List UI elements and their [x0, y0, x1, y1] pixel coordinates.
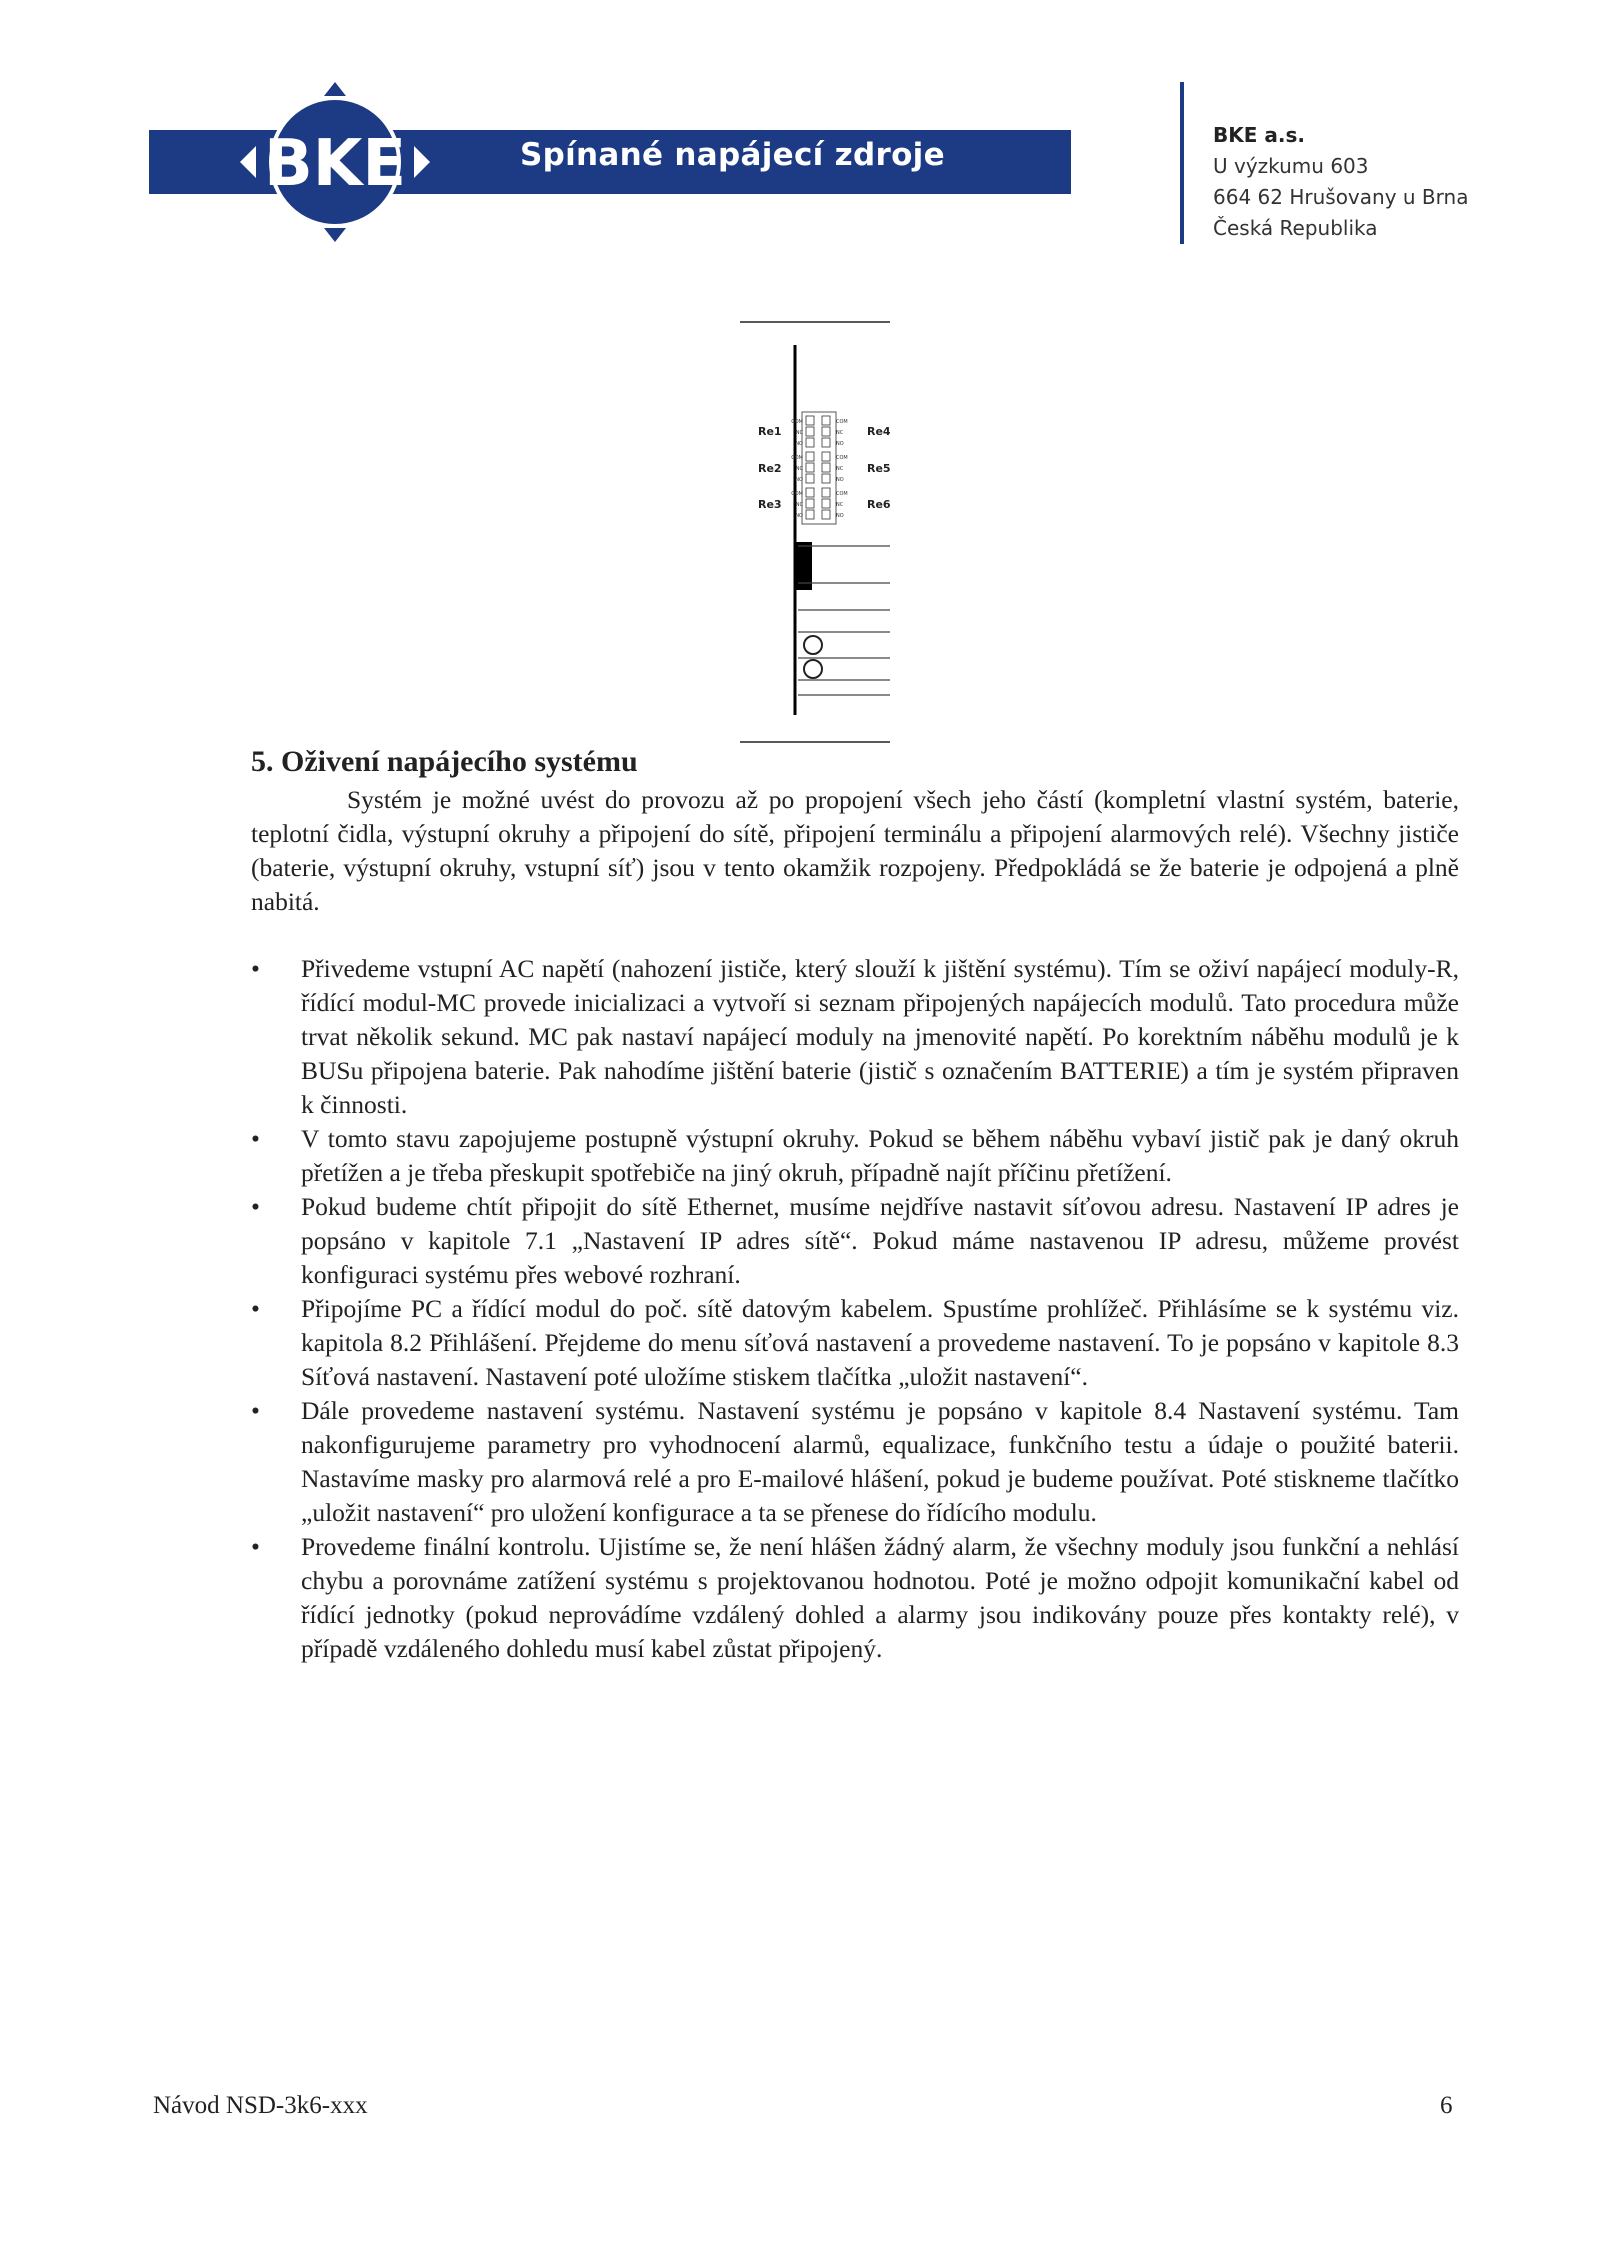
- relay-diagram: [730, 310, 900, 750]
- pin-label: NO: [836, 477, 844, 483]
- relay-label-re6: Re6: [867, 498, 891, 511]
- list-item: [251, 1122, 1459, 1190]
- relay-pin-group: [791, 416, 848, 519]
- relay-label-re3: Re3: [758, 498, 782, 511]
- bullet-icon: •: [251, 1124, 260, 1153]
- list-item: [251, 1292, 1459, 1394]
- header-divider: [1180, 82, 1184, 244]
- page-number: 6: [1440, 2092, 1453, 2119]
- pin-label: NO: [836, 441, 844, 447]
- relay-terminal: [822, 427, 830, 436]
- section-heading: 5. Oživení napájecího systému: [251, 745, 638, 778]
- pin-label: NC: [836, 466, 844, 472]
- relay-block: [802, 412, 836, 524]
- relay-terminal: [822, 416, 830, 425]
- list-item-text: Připojíme PC a řídící modul do poč. sítě datovým kabelem. Spustíme prohlížeč. Přihlásíme se k systému viz. kapitola 8.2 Přihlášení. Přejdeme do menu síťová nastavení a provedeme nastavení. To je popsáno v kapitole 8.3 Síťová nastavení. Nastavení poté uložíme stiskem tlačítka „uložit nastavení“.: [301, 1294, 1459, 1391]
- pin-label: NO: [836, 513, 844, 519]
- bullet-icon: •: [251, 1294, 260, 1323]
- relay-label-re1: Re1: [758, 425, 782, 438]
- company-name: BKE a.s.: [1213, 123, 1305, 147]
- relay-label-re2: Re2: [758, 462, 782, 475]
- list-item: [251, 1190, 1459, 1292]
- pin-label: COM: [836, 491, 848, 497]
- logo-top-triangle: [324, 82, 346, 96]
- pin-label: NO: [795, 513, 803, 519]
- section-intro: Systém je možné uvést do provozu až po propojení všech jeho částí (kompletní vlastní systém, baterie, teplotní čidla, výstupní okruhy a připojení do sítě, připojení terminálu a připojení alarmových relé). Všechny jističe (baterie, výstupní okruhy, vstupní síť) jsou v tento okamžik rozpojeny. Předpokládá se že baterie je odpojená a plně nabitá.: [251, 785, 1459, 916]
- relay-terminal: [822, 463, 830, 472]
- bullet-list: [251, 952, 1459, 1666]
- pin-label: COM: [791, 455, 803, 461]
- pin-label: NC: [836, 502, 844, 508]
- relay-terminal: [806, 438, 814, 447]
- address-line-2: 664 62 Hrušovany u Brna: [1213, 185, 1469, 209]
- pin-label: COM: [791, 419, 803, 425]
- relay-terminal: [806, 452, 814, 461]
- company-address: [1213, 120, 1468, 244]
- footer-doc-name: Návod NSD-3k6-xxx: [153, 2092, 368, 2119]
- pin-label: NC: [795, 502, 803, 508]
- pin-label: NO: [795, 477, 803, 483]
- logo-text: BKE: [263, 127, 407, 201]
- pin-label: COM: [836, 455, 848, 461]
- logo-left-arrow: [240, 146, 256, 178]
- list-item-text: V tomto stavu zapojujeme postupně výstupní okruhy. Pokud se během náběhu vybaví jistič pak je daný okruh přetížen a je třeba přeskupit spotřebiče na jiný okruh, případně najít příčinu přetížení.: [301, 1124, 1459, 1187]
- list-item-text: Dále provedeme nastavení systému. Nastavení systému je popsáno v kapitole 8.4 Nastavení systému. Tam nakonfigurujeme parametry pro vyhodnocení alarmů, equalizace, funkčního testu a údaje o použité baterii. Nastavíme masky pro alarmová relé a pro E-mailové hlášení, pokud je budeme používat. Poté stiskneme tlačítko „uložit nastavení“ pro uložení konfigurace a ta se přenese do řídícího modulu.: [301, 1396, 1459, 1527]
- logo-bottom-triangle: [324, 228, 346, 242]
- list-item-text: Přivedeme vstupní AC napětí (nahození jističe, který slouží k jištění systému). Tím se oživí napájecí moduly-R, řídící modul-MC provede inicializaci a vytvoří si seznam připojených napájecích modulů. Tato procedura může trvat několik sekund. MC pak nastaví napájecí moduly na jmenovité napětí. Po korektním náběhu modulů je k BUSu připojena baterie. Pak nahodíme jištění baterie (jistič s označením BATTERIE) a tím je systém připraven k činnosti.: [301, 954, 1459, 1119]
- bullet-icon: •: [251, 1396, 260, 1425]
- pin-label: NC: [836, 430, 844, 436]
- relay-terminal: [806, 416, 814, 425]
- relay-terminal: [822, 488, 830, 497]
- relay-terminal: [806, 488, 814, 497]
- relay-terminal: [806, 510, 814, 519]
- banner-title: Spínané napájecí zdroje: [520, 137, 945, 173]
- relay-terminal: [806, 463, 814, 472]
- list-item: [251, 1530, 1459, 1666]
- relay-terminal: [822, 510, 830, 519]
- bullet-icon: •: [251, 1532, 260, 1561]
- relay-terminal: [806, 427, 814, 436]
- led-indicator-2: [804, 660, 822, 678]
- relay-terminal: [822, 474, 830, 483]
- pin-label: NC: [795, 466, 803, 472]
- pin-label: COM: [836, 419, 848, 425]
- pin-label: NC: [795, 430, 803, 436]
- relay-terminal: [822, 452, 830, 461]
- list-item-text: Provedeme finální kontrolu. Ujistíme se, že není hlášen žádný alarm, že všechny moduly jsou funkční a nehlásí chybu a porovnáme zatížení systému s projektovanou hodnotou. Poté je možno odpojit komunikační kabel od řídící jednotky (pokud neprovádíme vzdálený dohled a alarmy jsou indikovány pouze přes kontakty relé), v případě vzdáleného dohledu musí kabel zůstat připojený.: [301, 1532, 1459, 1663]
- relay-terminal: [806, 474, 814, 483]
- address-line-1: U výzkumu 603: [1213, 154, 1369, 178]
- bke-logo: [240, 82, 430, 242]
- logo-right-arrow: [414, 146, 430, 178]
- bullet-icon: •: [251, 954, 260, 983]
- relay-terminal: [806, 499, 814, 508]
- list-item-text: Pokud budeme chtít připojit do sítě Ethernet, musíme nejdříve nastavit síťovou adresu. Nastavení IP adres je popsáno v kapitole 7.1 „Nastavení IP adres sítě“. Pokud máme nastavenou IP adresu, můžeme provést konfiguraci systému přes webové rozhraní.: [301, 1192, 1459, 1289]
- relay-label-re4: Re4: [867, 425, 891, 438]
- address-line-3: Česká Republika: [1213, 216, 1378, 240]
- relay-label-re5: Re5: [867, 462, 891, 475]
- bullet-icon: •: [251, 1192, 260, 1221]
- pin-label: NO: [795, 441, 803, 447]
- relay-terminal: [822, 499, 830, 508]
- list-item: [251, 1394, 1459, 1530]
- list-item: [251, 952, 1459, 1122]
- led-indicator-1: [804, 636, 822, 654]
- relay-terminal: [822, 438, 830, 447]
- pin-label: COM: [791, 491, 803, 497]
